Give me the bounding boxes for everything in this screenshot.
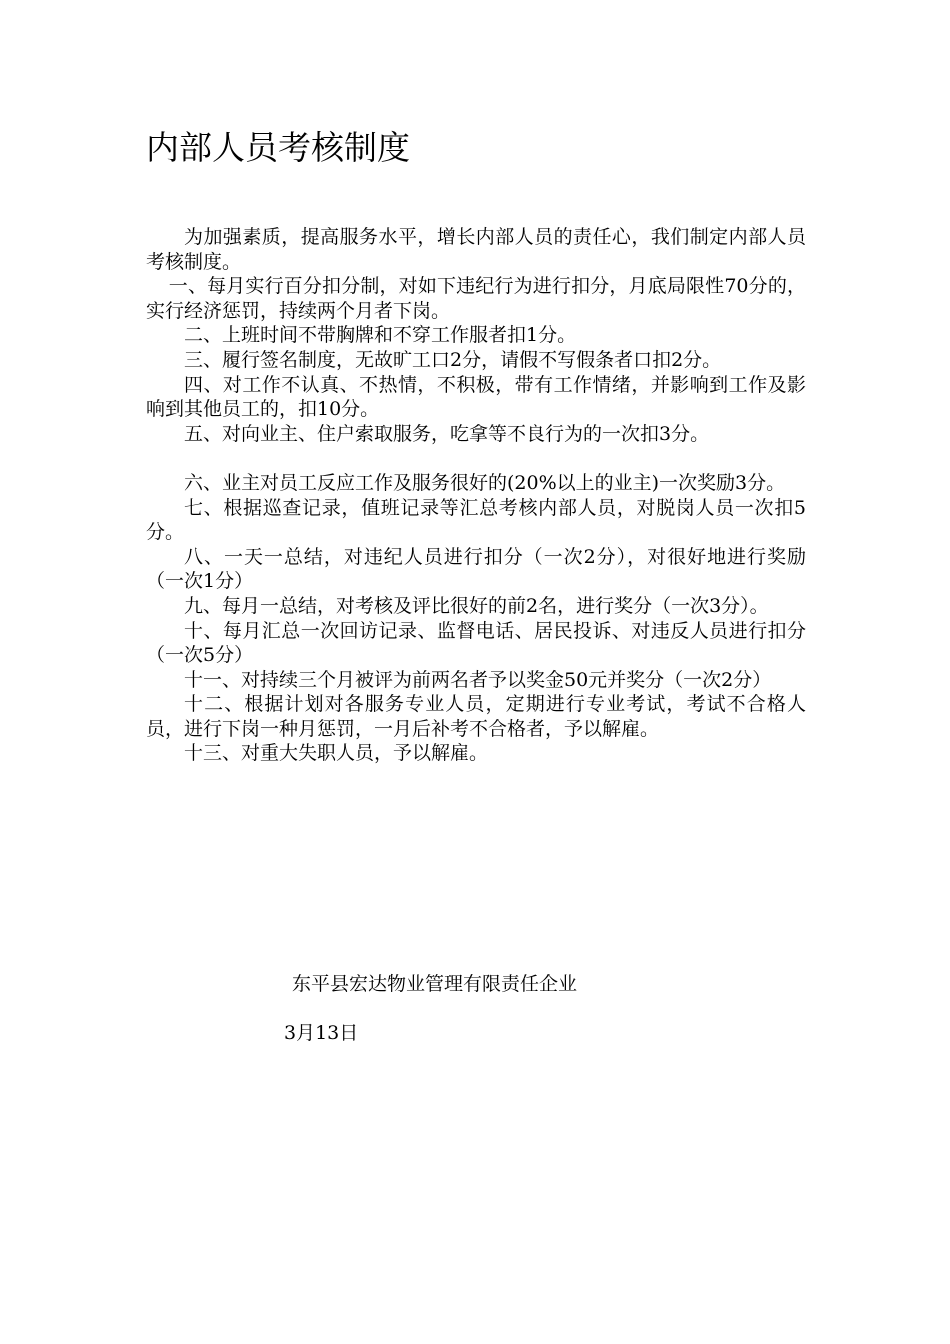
rule-item-7: 七、根据巡查记录，值班记录等汇总考核内部人员，对脱岗人员一次扣5分。 [146, 496, 806, 544]
rule-item-13: 十三、对重大失职人员，予以解雇。 [184, 742, 489, 765]
document-date: 3月13日 [284, 1022, 359, 1044]
document-body [146, 225, 806, 766]
rule-item-3: 三、履行签名制度，无故旷工口2分，请假不写假条者口扣2分。 [184, 348, 722, 371]
rule-item-11: 十一、对持续三个月被评为前两名者予以奖金50元并奖分（一次2分） [184, 668, 772, 691]
rule-item-8: 八、一天一总结，对违纪人员进行扣分（一次2分），对很好地进行奖励（一次1分） [146, 545, 806, 593]
rule-item-9: 九、每月一总结，对考核及评比很好的前2名，进行奖分（一次3分）。 [184, 594, 769, 617]
intro-paragraph: 为加强素质，提高服务水平，增长内部人员的责任心，我们制定内部人员考核制度。 [146, 226, 806, 273]
rule-item-5: 五、对向业主、住户索取服务，吃拿等不良行为的一次扣3分。 [184, 422, 710, 445]
rule-item-10: 十、每月汇总一次回访记录、监督电话、居民投诉、对违反人员进行扣分（一次5分） [146, 619, 806, 667]
rule-item-6: 六、业主对员工反应工作及服务很好的(20%以上的业主)一次奖励3分。 [184, 471, 786, 494]
rule-item-4: 四、对工作不认真、不热情，不积极，带有工作情绪，并影响到工作及影响到其他员工的，扣10分。 [146, 373, 806, 421]
document-title: 内部人员考核制度 [146, 128, 410, 167]
company-signature: 东平县宏达物业管理有限责任企业 [292, 973, 578, 995]
rule-item-12: 十二、根据计划对各服务专业人员，定期进行专业考试，考试不合格人员，进行下岗一种月惩罚，一月后补考不合格者，予以解雇。 [146, 693, 806, 740]
rule-item-2: 二、上班时间不带胸牌和不穿工作服者扣1分。 [184, 324, 577, 347]
rule-item-1: 一、每月实行百分扣分制，对如下违纪行为进行扣分，月底局限性70分的，实行经济惩罚，持续两个月者下岗。 [146, 275, 806, 322]
